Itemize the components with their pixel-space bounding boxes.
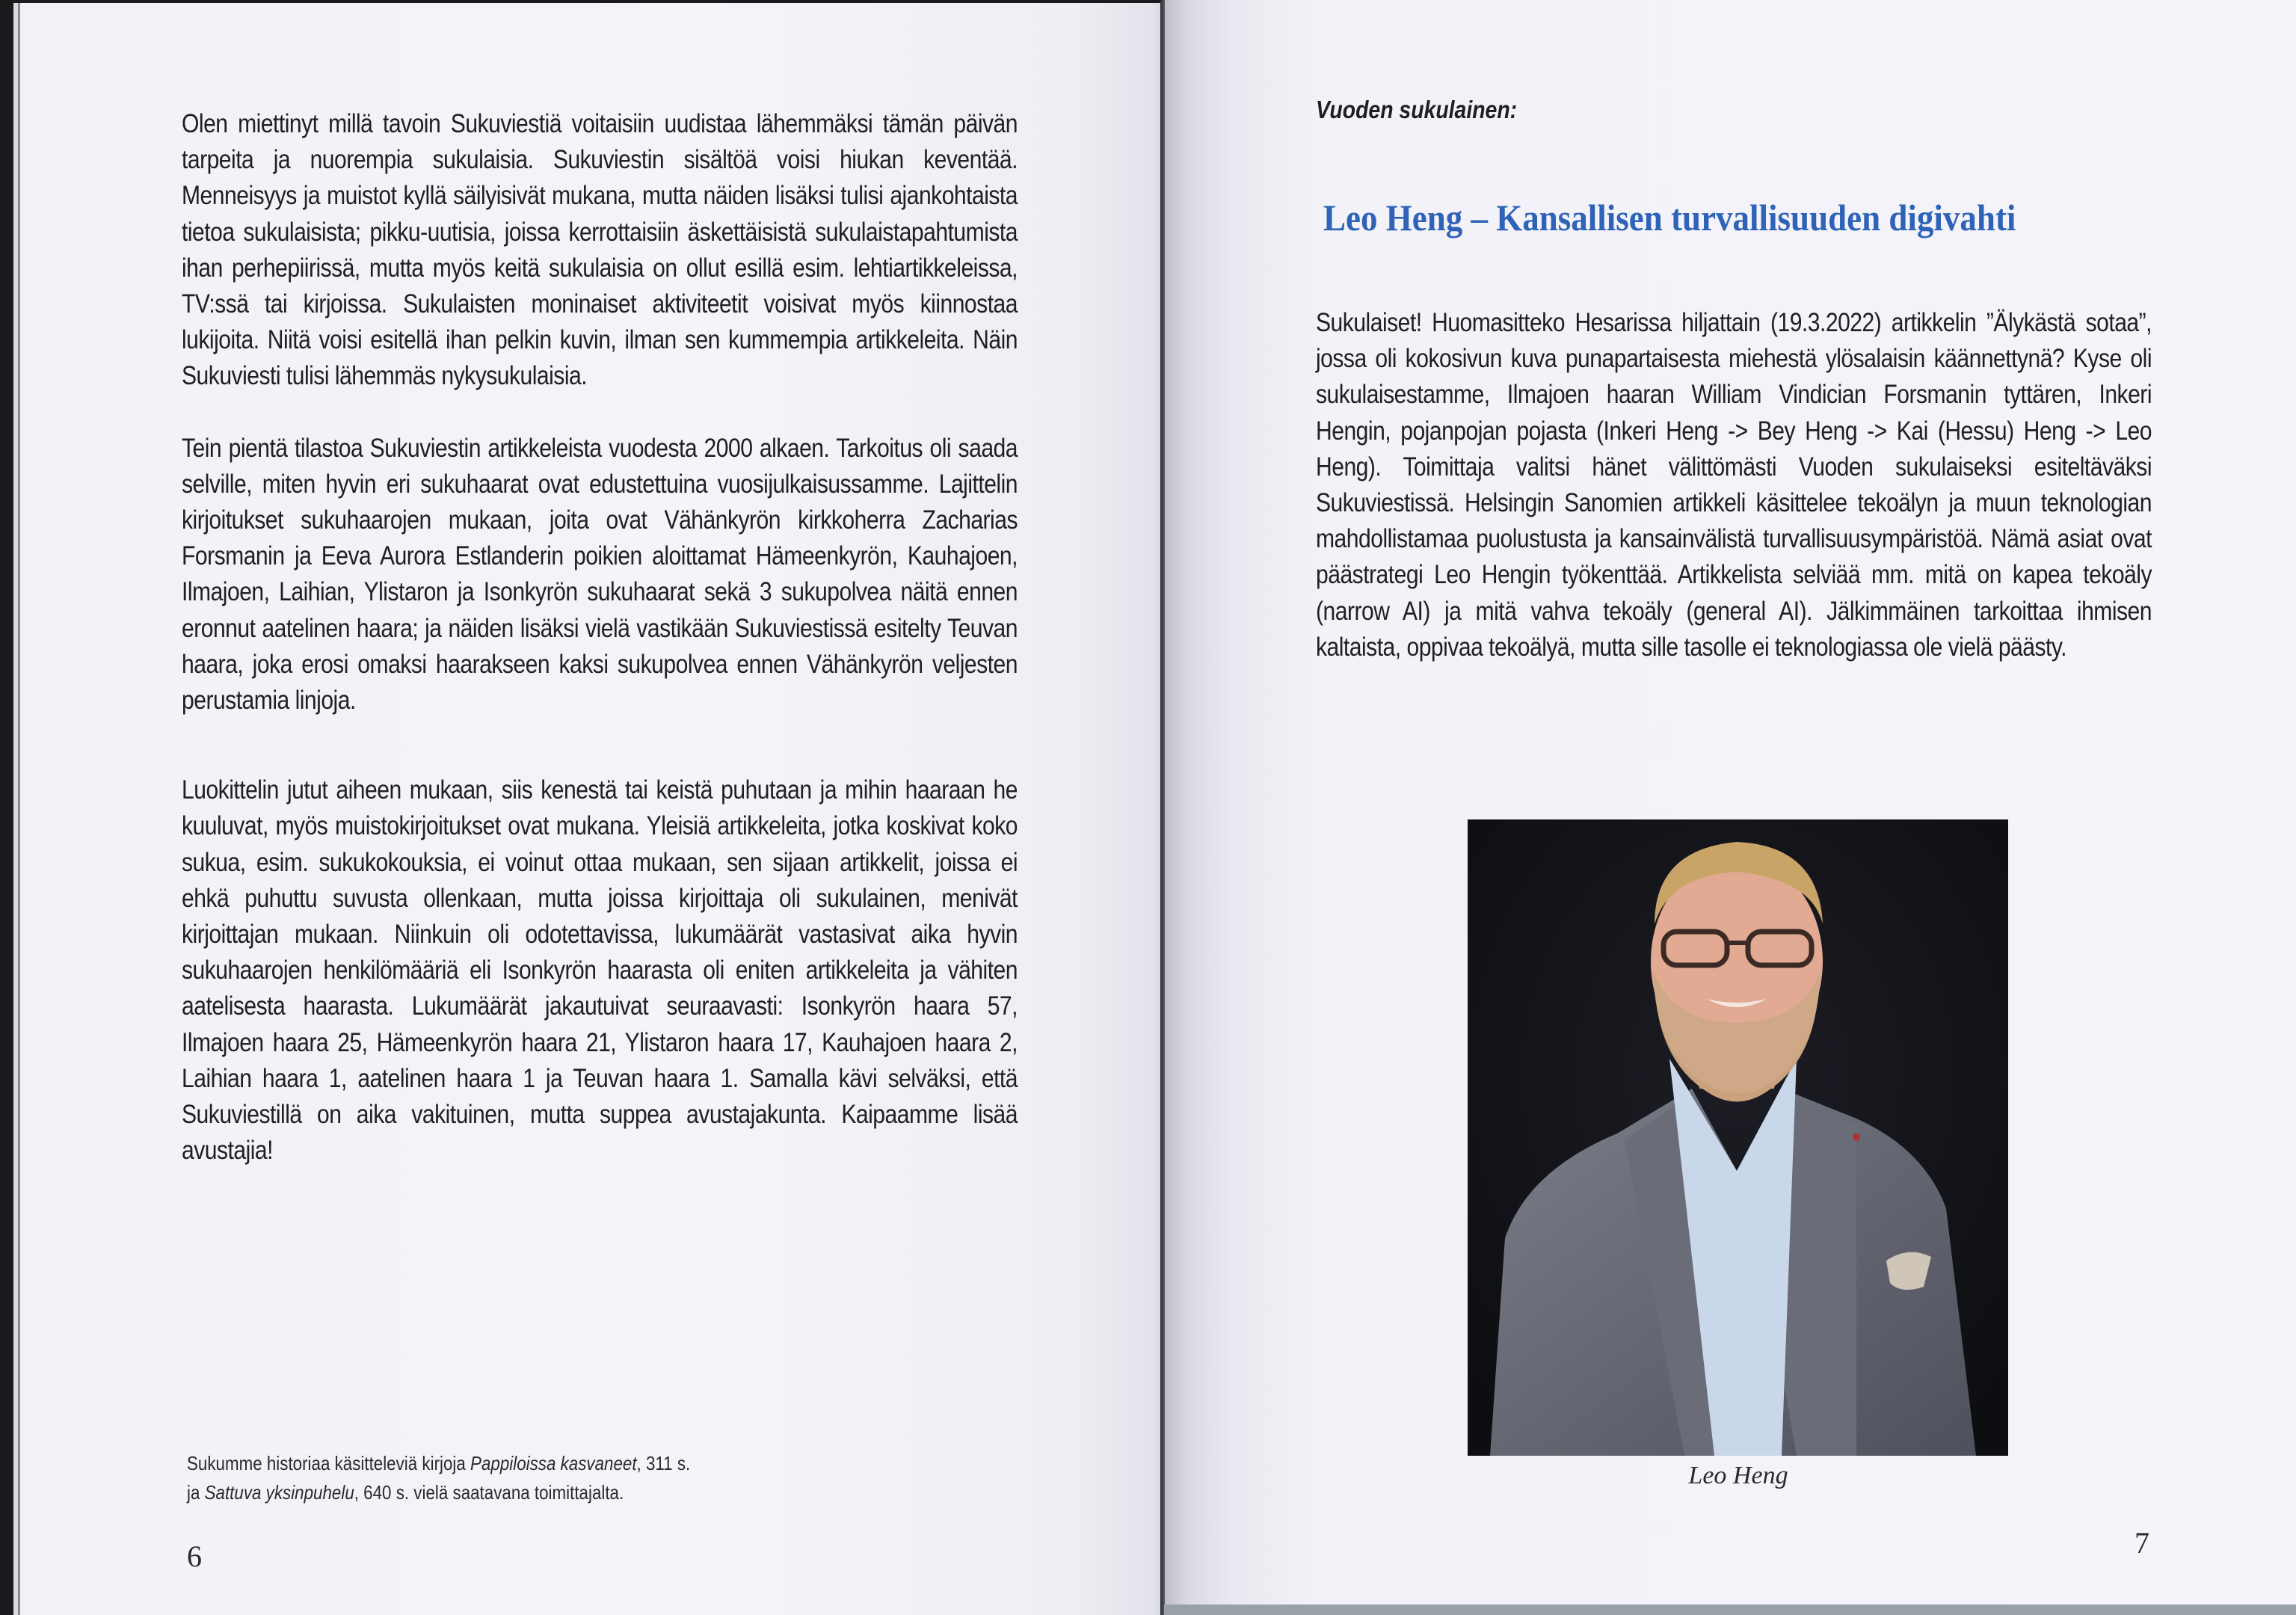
page-number-right: 7 bbox=[2135, 1526, 2149, 1560]
footnote-line-1 bbox=[187, 1449, 830, 1478]
paragraph: Sukulaiset! Huomasitteko Hesarissa hiljattain (19.3.2022) artikkelin ”Älykästä sotaa”, jossa oli kokosivun kuva punapartaisesta miehestä ylösalaisin käännettynä? Kyse oli sukulaisestamme, Ilmajoen haaran William Vindician Forsmanin tyttären, Inkeri Hengin, pojanpojan pojasta (Inkeri Heng -> Bey Heng -> Kai (Hessu) Heng -> Leo Heng). Toimittaja valitsi hänet välittömästi Vuoden sukulaiseksi esiteltäväksi Sukuviestissä. Helsingin Sanomien artikkeli käsittelee tekoälyn ja muun teknologian mahdollistamaa puolustusta ja kansainvälistä turvallisuusympäristöä. Nämä asiat ovat päästrategi Leo Hengin työkenttää. Artikkelista selviää mm. mitä on kapea tekoäly (narrow AI) ja mitä vahva tekoäly (general AI). Jälkimmäinen tarkoittaa ihmisen kaltaista, oppivaa tekoälyä, mutta sille tasolle ei teknologiassa ole vielä päästy. bbox=[1316, 308, 2152, 662]
book-title: Sattuva yksinpuhelu bbox=[204, 1481, 354, 1504]
footnote-text: , 640 s. vielä saatavana toimittajalta. bbox=[354, 1481, 624, 1504]
book-title: Pappiloissa kasvaneet bbox=[470, 1452, 637, 1474]
footnote-text: , 311 s. bbox=[636, 1452, 691, 1474]
paragraph: Luokittelin jutut aiheen mukaan, siis kenestä tai keistä puhutaan ja mihin haaraan he kuuluvat, myös muistokirjoitukset ovat mukana. Yleisiä artikkeleita, jotka koskivat koko sukua, esim. sukukokouksia, ei voinut ottaa mukaan, sen sijaan artikkelit, joissa ei ehkä puhuttu suvusta ollenkaan, mutta joissa kirjoittaja oli sukulainen, menivät kirjoittajan mukaan. Niinkuin oli odotettavissa, lukumäärät vastasivat aika hyvin sukuhaarojen henkilömääriä eli Isonkyrön haarasta oli eniten artikkeleita ja vähiten aatelisesta haarasta. Lukumäärät jakautuivat seuraavasti: Isonkyrön haara 57, Ilmajoen haara 25, Hämeenkyrön haara 21, Ylistaron haara 17, Kauhajoen haara 2, Laihian haara 1, aatelinen haara 1 ja Teuvan haara 1. Samalla kävi selväksi, että Sukuviestillä on aika vakituinen, mutta suppea avustajakunta. Kaipaamme lisää avustajia! bbox=[182, 775, 1018, 1166]
scan-edge bbox=[1164, 1605, 2296, 1615]
paragraph: Tein pientä tilastoa Sukuviestin artikkeleista vuodesta 2000 alkaen. Tarkoitus oli saada selville, miten hyvin eri sukuhaarat ovat edustettuina vuosijulkaisussamme. Lajittelin kirjoitukset sukuhaarojen mukaan, joita ovat Vähänkyrön kirkkoherra Zacharias Forsmanin ja Eeva Aurora Estlanderin poikien aloittamat Hämeenkyrön, Kauhajoen, Ilmajoen, Laihian, Ylistaron ja Isonkyrön sukuhaarat sekä 3 sukupolvea näitä ennen eronnut aatelinen haara; ja näiden lisäksi vielä vastikään Sukuviestissä esitelty Teuvan haara, joka erosi omaksi haarakseen kaksi sukupolvea ennen Vähänkyrön veljesten perustamia linjoja. bbox=[182, 433, 1018, 716]
article-headline: Leo Heng – Kansallisen turvallisuuden digivahti bbox=[1323, 197, 2016, 239]
left-page-body bbox=[182, 106, 1018, 1205]
right-page-body bbox=[1316, 305, 2152, 701]
footnote-text: ja bbox=[187, 1481, 205, 1504]
footnote-line-2 bbox=[187, 1478, 830, 1507]
page-number-left: 6 bbox=[187, 1539, 202, 1573]
book-spine bbox=[1160, 0, 1165, 1615]
portrait-photo bbox=[1468, 819, 2008, 1456]
paragraph: Olen miettinyt millä tavoin Sukuviestiä voitaisiin uudistaa lähemmäksi tämän päivän tarpeita ja nuorempia sukulaisia. Sukuviestin sisältöä voisi hiukan keventää. Menneisyys ja muistot kyllä säilyisivät mukana, mutta näiden lisäksi tulisi ajankohtaista tietoa sukulaisista; pikku-uutisia, joissa kerrottaisiin äskettäisistä sukulaistapahtumista ihan perhepiirissä, mutta myös keitä sukulaisia on ollut esillä esim. lehtiartikkeleissa, TV:ssä tai kirjoissa. Sukulaisten moninaiset aktiviteetit voisivat myös kiinnostaa lukijoita. Niitä voisi esitellä ihan pelkin kuvin, ilman sen kummempia artikkeleita. Näin Sukuviesti tulisi lähemmäs nykysukulaisia. bbox=[182, 109, 1018, 391]
section-kicker: Vuoden sukulainen: bbox=[1316, 96, 1518, 123]
footnote-text: Sukumme historiaa käsitteleviä kirjoja bbox=[187, 1452, 471, 1474]
photo-caption: Leo Heng bbox=[1688, 1462, 1788, 1489]
footnote bbox=[187, 1449, 830, 1507]
portrait-illustration bbox=[1468, 819, 2008, 1456]
